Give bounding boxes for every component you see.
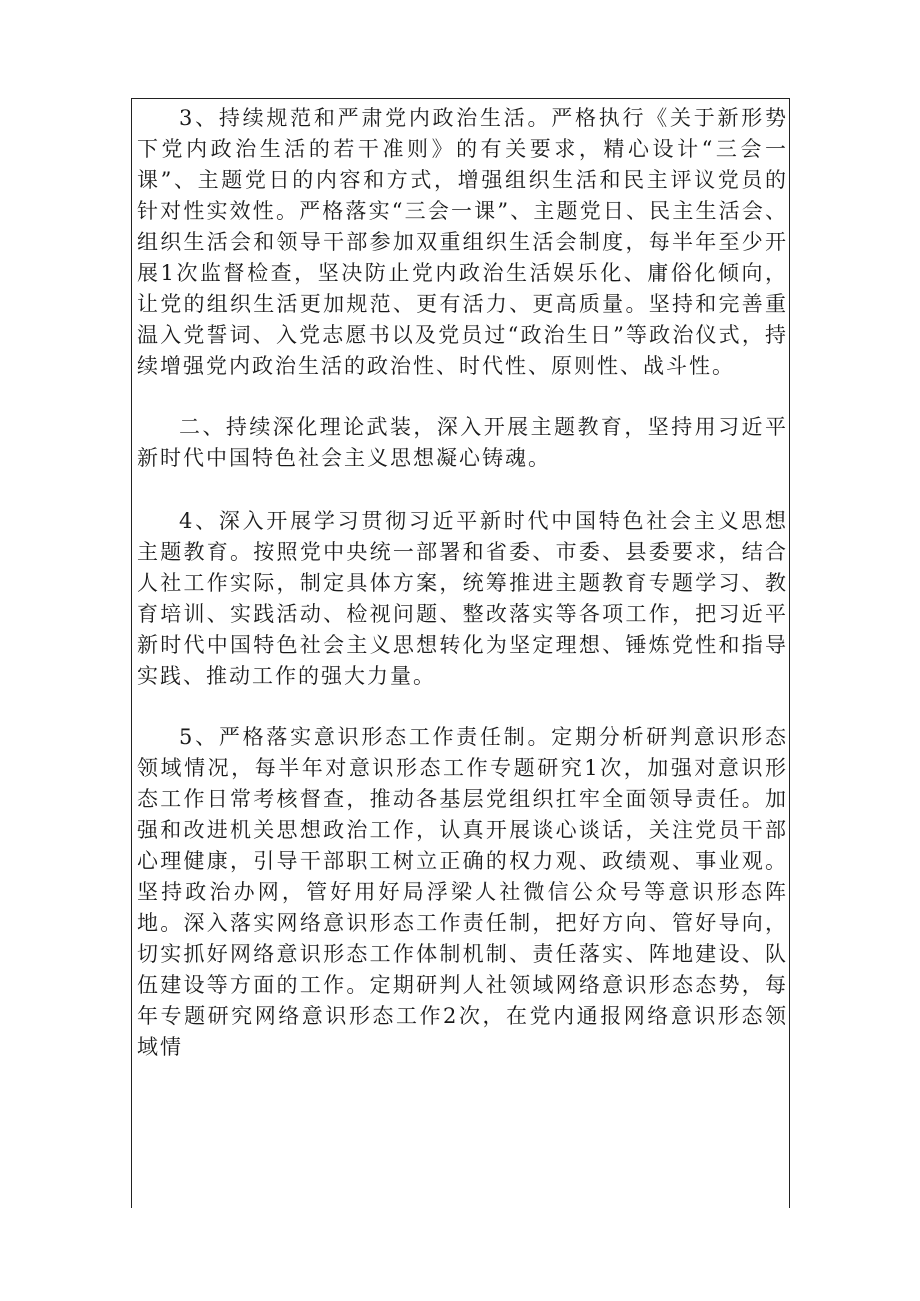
- document-body: [137, 103, 788, 1063]
- section-heading-2: 二、持续深化理论武装，深入开展主题教育，坚持用习近平新时代中国特色社会主义思想凝心铸魂。: [137, 415, 788, 470]
- paragraph-item-4: 4、深入开展学习贯彻习近平新时代中国特色社会主义思想主题教育。按照党中央统一部署和省委、市委、县委要求，结合人社工作实际，制定具体方案，统筹推进主题教育专题学习、教育培训、实践活动、检视问题、整改落实等各项工作，把习近平新时代中国特色社会主义思想转化为坚定理想、锤炼党性和指导实践、推动工作的强大力量。: [137, 509, 788, 688]
- paragraph-item-3: 3、持续规范和严肃党内政治生活。严格执行《关于新形势下党内政治生活的若干准则》的有关要求，精心设计“三会一课”、主题党日的内容和方式，增强组织生活和民主评议党员的针对性实效性。严格落实“三会一课”、主题党日、民主生活会、组织生活会和领导干部参加双重组织生活会制度，每半年至少开展1次监督检查，坚决防止党内政治生活娱乐化、庸俗化倾向，让党的组织生活更加规范、更有活力、更高质量。坚持和完善重温入党誓词、入党志愿书以及党员过“政治生日”等政治仪式，持续增强党内政治生活的政治性、时代性、原则性、战斗性。: [137, 106, 788, 378]
- paragraph-item-5: 5、严格落实意识形态工作责任制。定期分析研判意识形态领域情况，每半年对意识形态工作专题研究1次，加强对意识形态工作日常考核督查，推动各基层党组织扛牢全面领导责任。加强和改进机关思想政治工作，认真开展谈心谈话，关注党员干部心理健康，引导干部职工树立正确的权力观、政绩观、事业观。坚持政治办网，管好用好局浮梁人社微信公众号等意识形态阵地。深入落实网络意识形态工作责任制，把好方向、管好导向，切实抓好网络意识形态工作体制机制、责任落实、阵地建设、队伍建设等方面的工作。定期研判人社领域网络意识形态态势，每年专题研究网络意识形态工作2次，在党内通报网络意识形态领域情: [137, 725, 788, 1059]
